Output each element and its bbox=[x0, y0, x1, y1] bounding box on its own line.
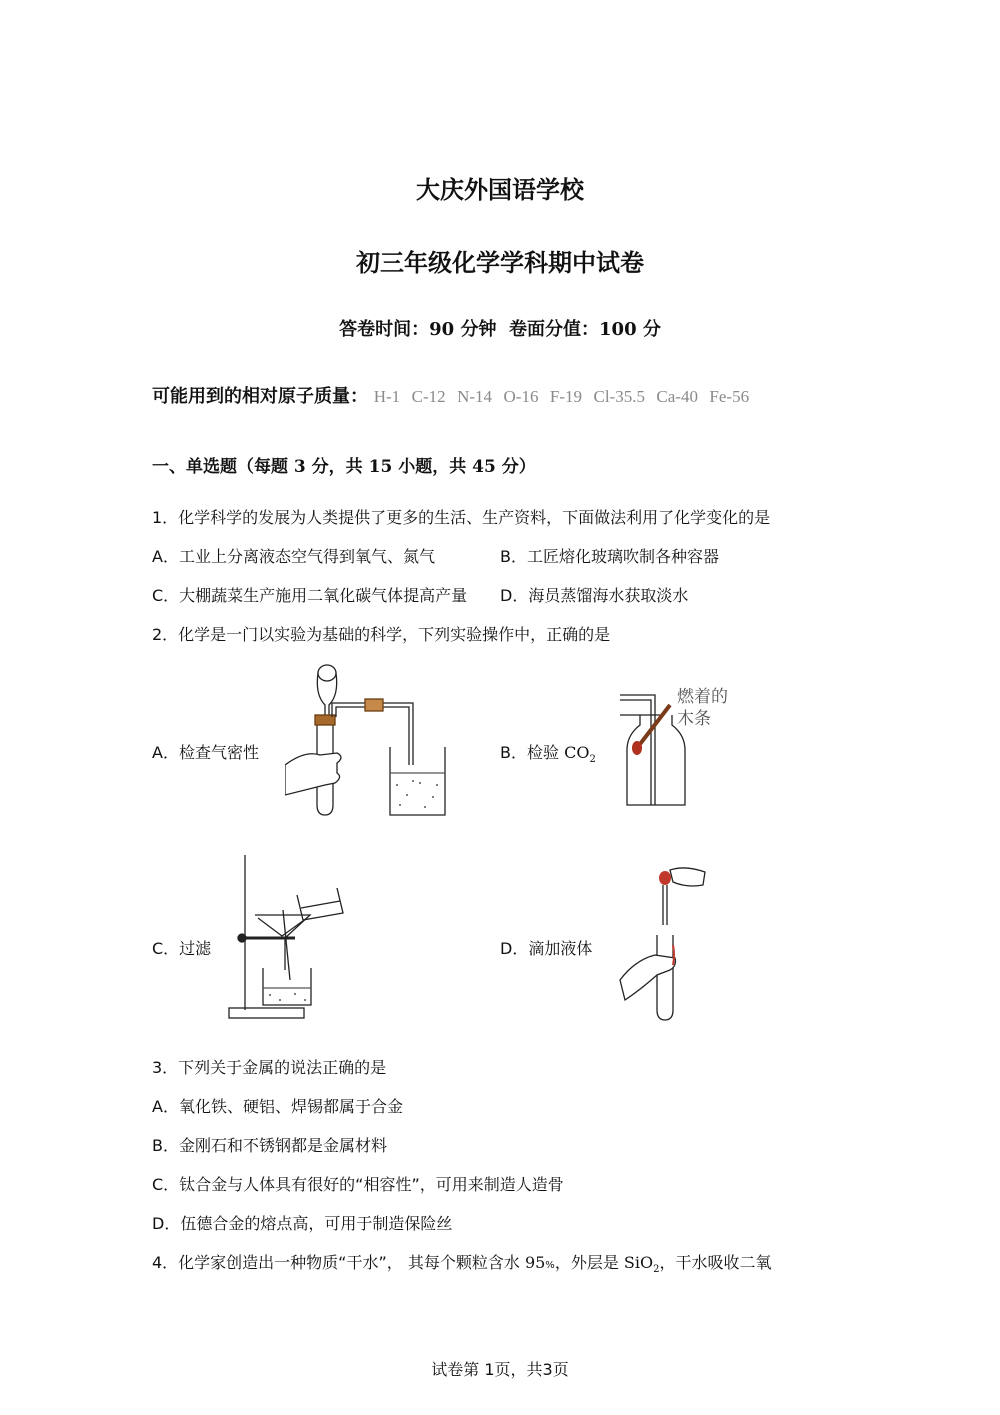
atomic-mass-item: N-14 bbox=[457, 387, 493, 406]
exam-info bbox=[0, 315, 1000, 341]
q2-option-c: C．过滤 bbox=[152, 939, 212, 958]
atomic-mass-label: 可能用到的相对原子质量： bbox=[152, 386, 368, 407]
fig-b-label-2: 木条 bbox=[677, 709, 711, 729]
section-prefix: 一、单选题（每题 bbox=[152, 457, 294, 477]
fig-b-label-1: 燃着的 bbox=[677, 687, 728, 707]
exam-title: 初三年级化学学科期中试卷 bbox=[356, 249, 644, 277]
dropper-figure bbox=[615, 860, 715, 1025]
q3-option-d: D．伍德合金的熔点高，可用于制造保险丝 bbox=[152, 1214, 453, 1233]
section-count: 15 bbox=[368, 457, 393, 477]
section-each: 3 bbox=[293, 457, 306, 477]
sio2-formula: SiO bbox=[623, 1253, 654, 1272]
q2-option-b-label: B．检验 bbox=[500, 743, 565, 762]
section-suffix: 分） bbox=[495, 457, 536, 477]
atomic-mass-item: O-16 bbox=[503, 387, 539, 406]
q4-stem bbox=[152, 1250, 772, 1275]
atomic-mass-line bbox=[152, 382, 749, 408]
time-unit: 分钟 bbox=[460, 319, 497, 340]
score-label: 卷面分值： bbox=[509, 319, 600, 340]
sio2-subscript: 2 bbox=[653, 1264, 660, 1276]
q2-option-a: A．检查气密性 bbox=[152, 743, 259, 762]
section-mid1: 分，共 bbox=[305, 457, 369, 477]
q1-option-b: B．工匠熔化玻璃吹制各种容器 bbox=[500, 547, 719, 566]
section-mid2: 小题，共 bbox=[392, 457, 473, 477]
q1-option-a: A．工业上分离液态空气得到氧气、氮气 bbox=[152, 547, 435, 566]
atomic-mass-item: F-19 bbox=[549, 387, 583, 406]
q4-stem-part3: ，干水吸收二氧 bbox=[659, 1253, 772, 1272]
q4-stem-part2: ，外层是 bbox=[554, 1253, 624, 1272]
section-total: 45 bbox=[472, 457, 496, 477]
q4-stem-part1: 4．化学家创造出一种物质“干水”， 其每个颗粒含水 bbox=[152, 1253, 525, 1272]
atomic-mass-item: Fe-56 bbox=[709, 387, 750, 406]
q1-option-d: D．海员蒸馏海水获取淡水 bbox=[500, 586, 689, 605]
time-label: 答卷时间： bbox=[339, 319, 430, 340]
atomic-mass-item: C-12 bbox=[411, 387, 446, 406]
section-heading bbox=[152, 452, 536, 477]
q4-percent: 95 bbox=[524, 1253, 546, 1272]
q2-stem: 2．化学是一门以实验为基础的科学，下列实验操作中，正确的是 bbox=[152, 625, 611, 644]
q2-option-b bbox=[500, 740, 596, 765]
q3-stem: 3．下列关于金属的说法正确的是 bbox=[152, 1058, 387, 1077]
co2-formula: CO bbox=[564, 743, 590, 762]
airtightness-check-figure bbox=[285, 655, 450, 820]
co2-subscript: 2 bbox=[589, 754, 596, 766]
q4-percent-sign: % bbox=[545, 1260, 555, 1271]
co2-test-figure bbox=[615, 680, 755, 810]
atomic-mass-item: Cl-35.5 bbox=[593, 387, 645, 406]
q3-option-b: B．金刚石和不锈钢都是金属材料 bbox=[152, 1136, 387, 1155]
q1-stem: 1．化学科学的发展为人类提供了更多的生活、生产资料，下面做法利用了化学变化的是 bbox=[152, 508, 771, 527]
q2-option-d: D．滴加液体 bbox=[500, 939, 593, 958]
atomic-mass-item: Ca-40 bbox=[656, 387, 698, 406]
atomic-mass-item: H-1 bbox=[373, 387, 401, 406]
school-name: 大庆外国语学校 bbox=[416, 176, 584, 204]
score-unit: 分 bbox=[642, 319, 661, 340]
time-value: 90 bbox=[429, 319, 455, 340]
q3-option-c: C．钛合金与人体具有很好的“相容性”，可用来制造人造骨 bbox=[152, 1175, 564, 1194]
q3-option-a: A．氧化铁、硬铝、焊锡都属于合金 bbox=[152, 1097, 403, 1116]
score-value: 100 bbox=[599, 319, 637, 340]
page-footer: 试卷第 1页，共3页 bbox=[431, 1360, 569, 1379]
filtration-figure bbox=[215, 850, 360, 1025]
q1-option-c: C．大棚蔬菜生产施用二氧化碳气体提高产量 bbox=[152, 586, 468, 605]
